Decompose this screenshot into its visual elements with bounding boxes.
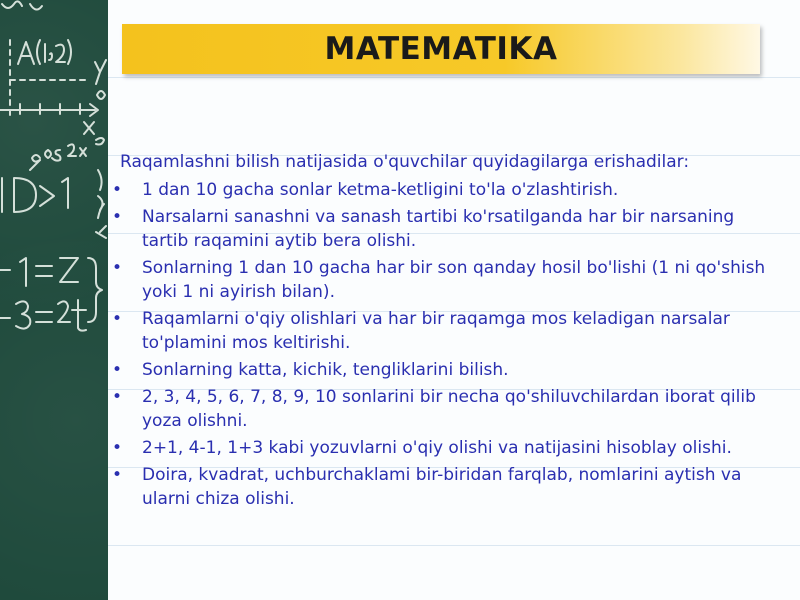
bullet-dot-icon: • <box>112 360 123 380</box>
bullet-dot-icon: • <box>112 180 123 200</box>
list-item-text: 2, 3, 4, 5, 6, 7, 8, 9, 10 sonlarini bir necha qo'shiluvchilardan iborat qilib yoza olishni. <box>142 387 756 431</box>
bullet-list <box>112 178 772 511</box>
list-item-text: Raqamlarni o'qiy olishlari va har bir raqamga mos keladigan narsalar to'plamini mos keltirishi. <box>142 309 730 353</box>
list-item <box>112 256 772 304</box>
bullet-dot-icon: • <box>112 207 123 227</box>
list-item-text: Doira, kvadrat, uchburchaklami bir-biridan farqlab, nomlarini aytish va ularni chiza olishi. <box>142 465 742 509</box>
list-item-text: 1 dan 10 gacha sonlar ketma-ketligini to'la o'zlashtirish. <box>142 180 619 200</box>
list-item-text: 2+1, 4-1, 1+3 kabi yozuvlarni o'qiy olishi va natijasini hisoblay olishi. <box>142 438 732 458</box>
intro-text: Raqamlashni bilish natijasida o'quvchilar quyidagilarga erishadilar: <box>120 152 690 172</box>
list-item <box>112 178 772 202</box>
list-item-text: Narsalarni sanashni va sanash tartibi ko'rsatilganda har bir narsaning tartib raqamini aytib bera olishi. <box>142 207 735 251</box>
bullet-dot-icon: • <box>112 465 123 485</box>
list-item <box>112 307 772 355</box>
bullet-dot-icon: • <box>112 309 123 329</box>
list-item <box>112 436 772 460</box>
slide-title: MATEMATIKA <box>324 31 558 67</box>
list-item <box>112 205 772 253</box>
list-item <box>112 463 772 511</box>
list-item-text: Sonlarning 1 dan 10 gacha har bir son qanday hosil bo'lishi (1 ni qo'shish yoki 1 ni ayirish bilan). <box>142 258 766 302</box>
bullet-dot-icon: • <box>112 387 123 407</box>
list-item <box>112 385 772 433</box>
list-item <box>112 358 772 382</box>
bullet-dot-icon: • <box>112 438 123 458</box>
list-item-text: Sonlarning katta, kichik, tengliklarini bilish. <box>142 360 509 380</box>
chalk-math-scribbles-icon <box>0 0 108 600</box>
chalkboard-decoration <box>0 0 108 600</box>
bullet-dot-icon: • <box>112 258 123 278</box>
slide-content <box>112 150 772 514</box>
